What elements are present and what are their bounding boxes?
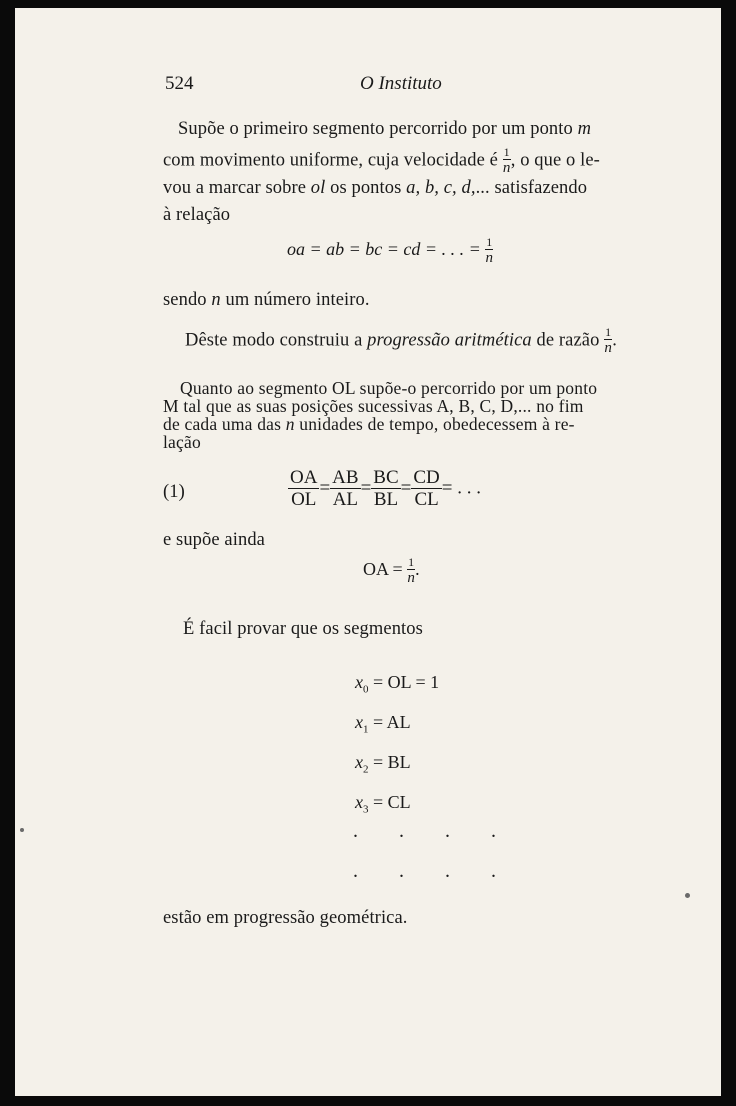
paragraph-1-line-4: à relação (163, 205, 231, 225)
fraction-ab-al: $\frac{AB}{AL}$ (332, 467, 359, 510)
paper-speck (20, 828, 24, 832)
paragraph-7: estão em progressão geométrica. (163, 908, 408, 928)
equation-arithmetic-relation: oa = ab = bc = cd = . . . = $\frac{1}{n}$ (287, 235, 493, 266)
paragraph-4-line-3: de cada uma das n unidades de tempo, obedecessem à re- (163, 414, 575, 434)
fraction-cd-cl: $\frac{CD}{CL}$ (413, 467, 440, 510)
book-page (15, 8, 721, 1096)
fraction-bc-bl: $\frac{BC}{BL}$ (373, 467, 399, 510)
page-number: 524 (165, 73, 194, 94)
sequence-item-3: $x_3$ = CL (355, 792, 411, 816)
paragraph-3: Dêste modo construiu a progressão aritmética de razão $\frac{1}{n}$ . (185, 325, 618, 356)
paragraph-5: e supõe ainda (163, 530, 265, 550)
equation-label: (1) (163, 482, 185, 502)
paper-speck (685, 893, 690, 898)
running-head: O Instituto (360, 73, 442, 94)
equation-oa: OA = $\frac{1}{n}$ . (363, 555, 420, 586)
fraction-oa-ol: $\frac{OA}{OL}$ (290, 467, 318, 510)
sequence-item-2: $x_2$ = BL (355, 752, 411, 776)
paragraph-1-line-1: Supõe o primeiro segmento percorrido por um ponto m (178, 119, 592, 139)
sequence-item-0: $x_0$ = OL = 1 (355, 672, 440, 696)
equation-geometric-relation: $\frac{OA}{OL}$ = $\frac{AB}{AL}$ = $\frac{BC}{BL}$ = $\frac{CD}{CL}$ = . . . (290, 467, 481, 510)
ellipsis-row-1: . . . . (353, 820, 514, 842)
ellipsis-row-2: . . . . (353, 860, 514, 882)
sequence-item-1: $x_1$ = AL (355, 712, 411, 736)
velocity-fraction: $\frac{1}{n}$ (502, 145, 511, 176)
ratio-fraction: $\frac{1}{n}$ (604, 325, 613, 356)
paragraph-4-line-1: Quanto ao segmento OL supõe-o percorrido por um ponto (180, 378, 598, 398)
paragraph-4-line-2: M tal que as suas posições sucessivas A, B, C, D,... no fim (163, 396, 584, 416)
paragraph-1-line-2: com movimento uniforme, cuja velocidade é $\frac{1}{n}$ , o que o le- (163, 145, 600, 176)
paragraph-1-line-3: vou a marcar sobre ol os pontos a, b, c, d,... satisfazendo (163, 178, 588, 198)
paragraph-6: É facil provar que os segmentos (183, 619, 423, 639)
paragraph-2: sendo n um número inteiro. (163, 290, 370, 310)
paragraph-4-line-4: lação (163, 432, 201, 452)
